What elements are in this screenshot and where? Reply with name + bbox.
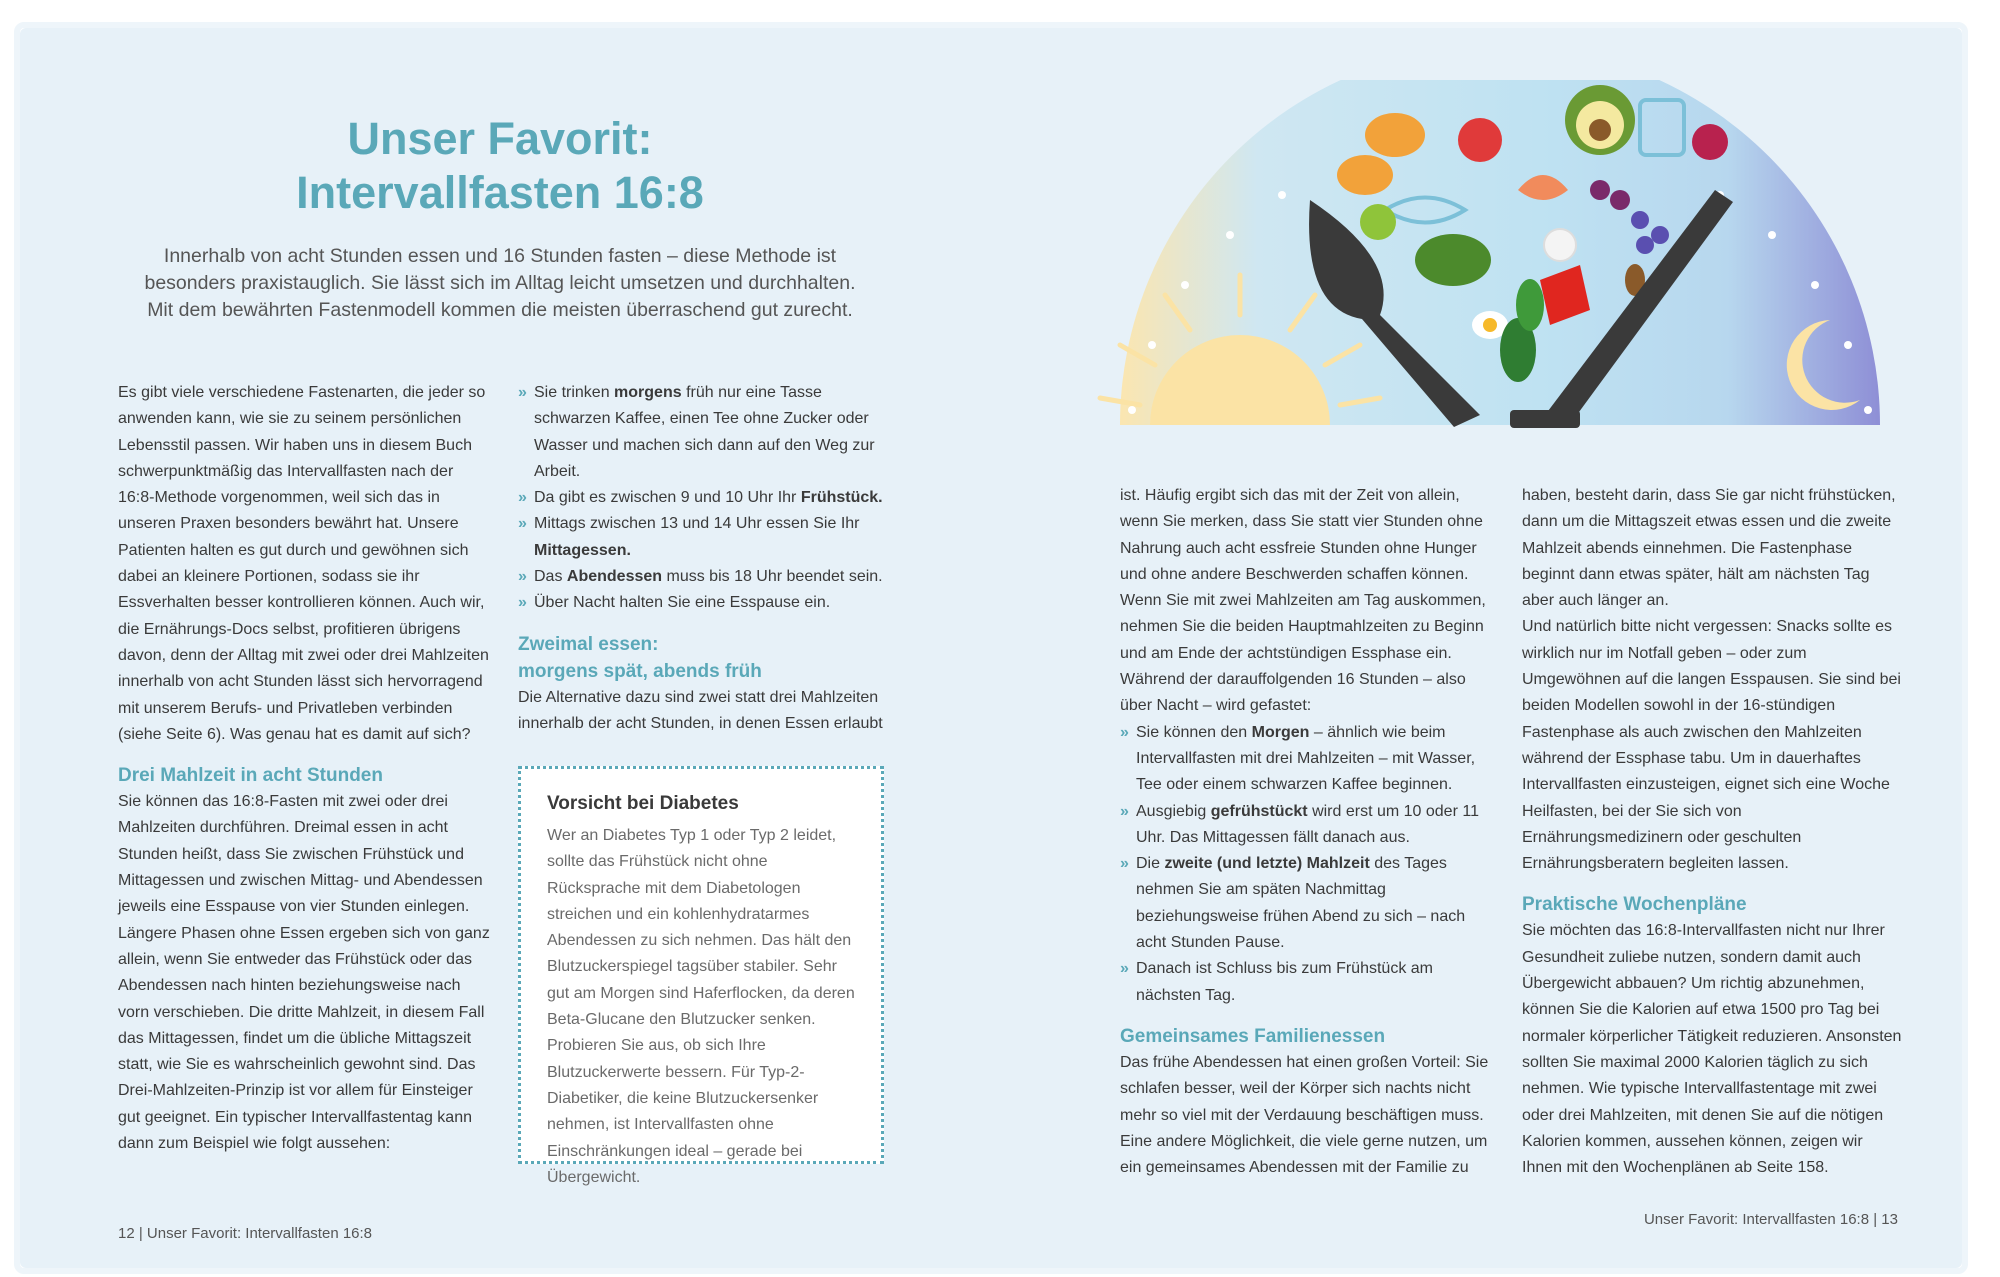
double-chevron-icon: » <box>1120 802 1129 820</box>
fasting-clock-illustration <box>1060 80 1900 430</box>
double-chevron-icon: » <box>518 568 527 586</box>
column-4 <box>1522 483 1902 1181</box>
list-item: » Sie können den Morgen – ähnlich wie beim Intervallfasten mit drei Mahlzeiten – mit Wasser, Tee oder einem schwarzen Kaffee beginnen. <box>1120 720 1492 799</box>
title-line-2: Intervallfasten 16:8 <box>296 167 704 218</box>
list-item: » Über Nacht halten Sie eine Esspause ein. <box>518 590 890 616</box>
col3-paragraph-2: Das frühe Abendessen hat einen großen Vorteil: Sie schlafen besser, weil der Körper sich nachts nicht mehr so viel mit der Verdauung beschäftigen muss. Eine andere Möglichkeit, die viele gerne nutzen, um ein gemeinsames Abendessen mit der Familie zu <box>1120 1053 1489 1177</box>
col1-paragraph-1: Es gibt viele verschiedene Fastenarten, die jeder so anwenden kann, wie sie zu seinem persönlichen Lebensstil passen. Wir haben uns in diesem Buch schwerpunktmäßig das Intervallfasten nach der 16:8-Methode vorgenommen, weil sich das in unseren Praxen besonders bewährt hat. Unsere Patienten halten es gut durch und gewöhnen sich dabei an kleinere Portionen, sodass sie ihr Essverhalten besser kontrollieren können. Auch wir, die Ernährungs-Docs selbst, profitieren übrigens davon, denn der Alltag mit zwei oder drei Mahlzeiten innerhalb von acht Stunden lässt sich hervorragend mit unserem Berufs- und Privatleben verbinden (siehe Seite 6). Was genau hat es damit auf sich? <box>118 384 489 743</box>
list-item: » Mittags zwischen 13 und 14 Uhr essen Sie Ihr Mittagessen. <box>518 511 890 564</box>
col3-paragraph-1: ist. Häufig ergibt sich das mit der Zeit von allein, wenn Sie merken, dass Sie statt vier Stunden ohne Nahrung auch acht essfreie Stunden ohne Hunger und ohne andere Beschwerden schaffen können. Wenn Sie mit zwei Mahlzeiten am Tag auskommen, nehmen Sie die beiden Hauptmahlzeiten zu Beginn und am Ende der achtstündigen Essphase ein. Während der darauffolgenden 16 Stunden – also über Nacht – wird gefastet: <box>1120 487 1486 715</box>
list-item: » Sie trinken morgens früh nur eine Tasse schwarzen Kaffee, einen Tee ohne Zucker oder Wasser und machen sich dann auf den Weg zur Arbeit. <box>518 380 890 485</box>
intro-text: Innerhalb von acht Stunden essen und 16 Stunden fasten – diese Methode ist besonders praxistauglich. Sie lässt sich im Alltag leicht umsetzen und durchhalten. Mit dem bewährten Fastenmodell kommen die meisten überraschend gut zurecht. <box>144 245 856 321</box>
column-3 <box>1120 483 1492 1181</box>
meal-schedule-list <box>518 380 890 617</box>
page-title <box>190 112 810 220</box>
info-box-text: Wer an Diabetes Typ 1 oder Typ 2 leidet, sollte das Frühstück nicht ohne Rücksprache mit dem Diabetologen streichen und ein kohlenhydratarmes Abendessen zu sich nehmen. Das hält den Blutzuckerspiegel tagsüber stabiler. Sehr gut am Morgen sind Haferflocken, da deren Beta-Glucane den Blutzucker senken. Probieren Sie aus, ob sich Ihre Blutzuckerwerte bessern. Für Typ-2-Diabetiker, die keine Blutzuckersenker nehmen, ist Intervallfasten ohne Einschränkungen ideal – gerade bei Übergewicht. <box>547 827 855 1186</box>
col4-heading: Praktische Wochenpläne <box>1522 894 1747 916</box>
list-item: » Danach ist Schluss bis zum Frühstück am nächsten Tag. <box>1120 956 1492 1009</box>
col4-paragraph-3: Sie möchten das 16:8-Intervallfasten nicht nur Ihrer Gesundheit zuliebe nutzen, sondern damit auch Übergewicht abbauen? Um richtig abzunehmen, können Sie die Kalorien auf etwa 1500 pro Tag bei normaler körperlicher Tätigkeit reduzieren. Ansonsten sollten Sie maximal 2000 Kalorien täglich zu sich nehmen. Wie typische Intervallfastentage mit zwei oder drei Mahlzeiten, mit denen Sie auf die nötigen Kalorien kommen, aussehen können, zeigen wir Ihnen mit den Wochenplänen ab Seite 158. <box>1522 922 1902 1177</box>
footer-left: 12 | Unser Favorit: Intervallfasten 16:8 <box>118 1225 373 1242</box>
title-line-1: Unser Favorit: <box>347 113 653 164</box>
list-item: » Da gibt es zwischen 9 und 10 Uhr Ihr Frühstück. <box>518 485 890 511</box>
two-meals-list <box>1120 720 1492 1009</box>
col1-heading: Drei Mahlzeit in acht Stunden <box>118 765 383 787</box>
list-item: » Die zweite (und letzte) Mahlzeit des Tages nehmen Sie am späten Nachmittag beziehungsweise frühen Abend zu sich – nach acht Stunden Pause. <box>1120 851 1492 956</box>
column-2 <box>518 380 890 737</box>
double-chevron-icon: » <box>1120 723 1129 741</box>
diabetes-info-box <box>518 766 884 1186</box>
col2-paragraph: Die Alternative dazu sind zwei statt drei Mahlzeiten innerhalb der acht Stunden, in denen Essen erlaubt <box>518 688 883 732</box>
col4-paragraph-2: Und natürlich bitte nicht vergessen: Snacks sollte es wirklich nur im Notfall geben – oder zum Umgewöhnen auf die langen Esspausen. Sie sind bei beiden Modellen sowohl in der 16-stündigen Fastenphase als auch zwischen den Mahlzeiten während der Essphase tabu. Um in dauerhaftes Intervallfasten einzusteigen, eignet sich eine Woche Heilfasten, bei der Sie sich von Ernährungsmedizinern oder geschulten Ernährungsberatern begleiten lassen. <box>1522 618 1901 873</box>
double-chevron-icon: » <box>518 515 527 533</box>
col1-paragraph-2: Sie können das 16:8-Fasten mit zwei oder drei Mahlzeiten durchführen. Dreimal essen in acht Stunden heißt, dass Sie zwischen Frühstück und Mittagessen und zwischen Mittag- und Abendessen jeweils eine Esspause von vier Stunden einlegen. Längere Phasen ohne Essen ergeben sich von ganz allein, wenn Sie entweder das Frühstück oder das Abendessen nach hinten beziehungsweise nach vorn verschieben. Die dritte Mahlzeit, in diesem Fall das Mittagessen, findet um die übliche Mittagszeit statt, wie Sie es wahrscheinlich gewohnt sind. Das Drei-Mahlzeiten-Prinzip ist vor allem für Einsteiger gut geeignet. Ein typischer Intervallfastentag kann dann zum Beispiel wie folgt aussehen: <box>118 793 490 1153</box>
double-chevron-icon: » <box>518 594 527 612</box>
info-box-title: Vorsicht bei Diabetes <box>547 793 739 814</box>
list-item: » Ausgiebig gefrühstückt wird erst um 10 oder 11 Uhr. Das Mittagessen fällt danach aus. <box>1120 799 1492 852</box>
col3-heading: Gemeinsames Familienessen <box>1120 1025 1386 1047</box>
footer-right: Unser Favorit: Intervallfasten 16:8 | 13 <box>1643 1211 1898 1228</box>
list-item: » Das Abendessen muss bis 18 Uhr beendet sein. <box>518 564 890 590</box>
double-chevron-icon: » <box>1120 855 1129 873</box>
column-1 <box>118 380 490 1157</box>
double-chevron-icon: » <box>518 489 527 507</box>
col4-paragraph-1: haben, besteht darin, dass Sie gar nicht frühstücken, dann um die Mittagszeit etwas essen und die zweite Mahlzeit abends einnehmen. Die Fastenphase beginnt dann etwas später, hält am nächsten Tag aber auch länger an. <box>1522 487 1896 610</box>
double-chevron-icon: » <box>1120 960 1129 978</box>
col2-heading: Zweimal essen: morgens spät, abends früh <box>518 633 762 682</box>
double-chevron-icon: » <box>518 384 527 401</box>
